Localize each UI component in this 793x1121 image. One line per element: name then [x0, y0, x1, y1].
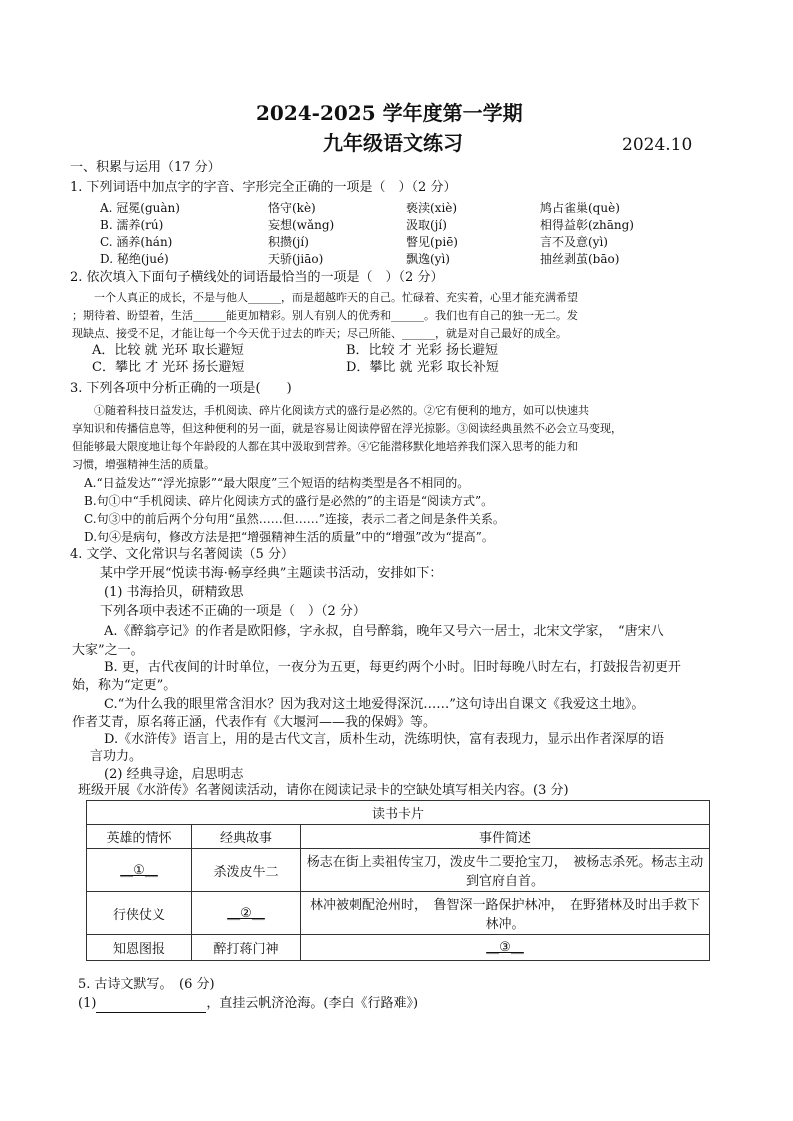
q3-stem: 3. 下列各项中分析正确的一项是( ) [70, 381, 292, 396]
q1-b-3: 汲取(jí) [406, 218, 447, 232]
q2-para-2: ；期待着、盼望着，生活______能更加精彩。别人有别人的优秀和______。我们也有自己的独一无二。发 [72, 309, 578, 322]
card-cell-summary: 林冲被刺配沧州时， 鲁智深一路保护林冲， 在野猪林及时出手救下林冲。 [301, 892, 710, 935]
q2-option-a: A．比较 就 光环 取长避短 [92, 343, 244, 358]
q1-c-2: 积攒(jí) [268, 235, 309, 249]
q4-option-c-2: 作者艾青，原名蒋正涵，代表作有《大堰河——我的保姆》等。 [72, 715, 437, 730]
q4-intro: 某中学开展“悦读书海·畅享经典”主题读书活动，安排如下： [100, 566, 443, 581]
q4-option-c-1: C.“为什么我的眼里常含泪水？因为我对这土地爱得深沉……”这句诗出自课文《我爱这土地》。 [104, 697, 645, 712]
q4-sub2: (2) 经典寻途，启思明志 [104, 767, 244, 782]
doc-title-line2: 九年级语文练习 [323, 131, 463, 155]
q1-d-2: 天骄(jiāo) [268, 252, 324, 266]
q1-d-1: D. 秘绝(jué) [100, 252, 169, 266]
section-heading: 一、积累与运用（17 分） [70, 160, 221, 175]
q1-c-1: C. 涵养(hán) [100, 235, 173, 249]
q5-line-1 [78, 996, 418, 1013]
q3-option-b: B.句①中“手机阅读、碎片化阅读方式的盛行是必然的”的主语是“阅读方式”。 [84, 494, 494, 508]
q3-para-2: 享知识和传播信息等，但这种便利的另一面，就是容易让阅读停留在浮光掠影。③阅读经典虽然不必会立马变现， [72, 422, 622, 435]
q1-a-3: 亵渎(xiè) [406, 201, 458, 215]
card-cell-story: 杀泼皮牛二 [192, 849, 301, 892]
q4-stem: 4. 文学、文化常识与名著阅读（5 分） [70, 547, 294, 562]
card-cell-blank-2[interactable]: __②__ [192, 892, 301, 935]
q1-b-4: 相得益彰(zhāng) [540, 218, 634, 232]
q3-para-4: 习惯，增强精神生活的质量。 [72, 458, 215, 471]
card-header-summary: 事件简述 [301, 825, 710, 849]
q5-answer-blank-1[interactable] [96, 996, 206, 1013]
q3-option-a: A.“日益发达”“浮光掠影”“最大限度”三个短语的结构类型是各不相同的。 [84, 476, 470, 490]
card-cell-story: 醉打蒋门神 [192, 935, 301, 961]
q3-option-d: D.句④是病句，修改方法是把“增强精神生活的质量”中的“增强”改为“提高”。 [84, 530, 494, 544]
q2-para-1: 一个人真正的成长，不是与他人______，而是超越昨天的自己。忙碌着、充实着，心里才能充满希望 [94, 291, 578, 304]
q1-a-4: 鸠占雀巢(què) [540, 201, 620, 215]
doc-title-line1: 2024-2025 学年度第一学期 [256, 101, 523, 125]
q5-line-1-suffix: ，直挂云帆济沧海。(李白《行路难》) [206, 996, 419, 1011]
q2-stem: 2. 依次填入下面句子横线处的词语最恰当的一项是（ ）（2 分） [70, 270, 444, 285]
q3-para-3: 但能够最大限度地让每个年龄段的人都在其中汲取到营养。④它能潜移默化地培养我们深入思考的能力和 [72, 440, 578, 453]
q1-a-1: A. 冠冕(guàn) [100, 201, 180, 215]
q1-c-3: 瞥见(piē) [406, 235, 458, 249]
q4-option-a-1: A.《醉翁亭记》的作者是欧阳修，字永叔，自号醉翁，晚年又号六一居士，北宋文学家， “唐宋八 [104, 624, 664, 639]
doc-date: 2024.10 [622, 135, 693, 155]
q2-option-c: C．攀比 才 光环 扬长避短 [92, 360, 245, 375]
reading-card-title: 读书卡片 [87, 801, 710, 825]
q1-b-1: B. 濡养(rú) [100, 218, 164, 232]
q1-c-4: 言不及意(yì) [540, 235, 608, 249]
card-cell-sentiment: 知恩图报 [87, 935, 192, 961]
q4-option-b-2: 始，称为“定更”。 [72, 678, 177, 693]
q1-d-3: 飘逸(yì) [406, 252, 450, 266]
card-cell-summary: 杨志在街上卖祖传宝刀，泼皮牛二要抢宝刀， 被杨志杀死。杨志主动到官府自首。 [301, 849, 710, 892]
q4-option-d-1: D.《水浒传》语言上，用的是古代文言，质朴生动，洗练明快，富有表现力，显示出作者深厚的语 [104, 732, 665, 747]
q1-a-2: 恪守(kè) [268, 201, 316, 215]
q5-stem: 5. 古诗文默写。 (6 分) [78, 977, 215, 992]
q4-sub1: (1) 书海拾贝，研精致思 [104, 585, 244, 600]
q2-para-3: 现缺点、接受不足，才能让每一个今天优于过去的昨天；尽己所能、______，就是对自己最好的成全。 [72, 327, 567, 340]
q4-sub2-text: 班级开展《水浒传》名著阅读活动，请你在阅读记录卡的空缺处填写相关内容。(3 分) [78, 783, 569, 798]
q3-option-c: C.句③中的前后两个分句用“虽然……但……”连接，表示二者之间是条件关系。 [84, 512, 505, 526]
card-header-sentiment: 英雄的情怀 [87, 825, 192, 849]
q2-option-b: B．比较 才 光彩 扬长避短 [346, 343, 498, 358]
reading-card-table [86, 800, 710, 961]
q1-d-4: 抽丝剥茧(bāo) [540, 252, 620, 266]
card-cell-blank-1[interactable]: __①__ [87, 849, 192, 892]
card-cell-blank-3[interactable]: __③__ [301, 935, 710, 961]
card-header-story: 经典故事 [192, 825, 301, 849]
q4-option-a-2: 大家”之一。 [72, 643, 144, 658]
q2-option-d: D．攀比 就 光彩 取长补短 [346, 360, 499, 375]
q1-stem: 1. 下列词语中加点字的字音、字形完全正确的一项是（ ）（2 分） [70, 180, 457, 195]
q3-para-1: ①随着科技日益发达，手机阅读、碎片化阅读方式的盛行是必然的。②它有便利的地方，如可以快速共 [94, 404, 589, 417]
card-cell-sentiment: 行侠仗义 [87, 892, 192, 935]
q4-option-b-1: B. 更，古代夜间的计时单位，一夜分为五更，每更约两个小时。旧时每晚八时左右，打鼓报告初更开 [104, 660, 681, 675]
q4-sub1-question: 下列各项中表述不正确的一项是（ ）（2 分） [100, 604, 366, 619]
q4-option-d-2: 言功力。 [90, 749, 143, 764]
q5-line-1-prefix: (1) [78, 996, 97, 1011]
q1-b-2: 妄想(wǎng) [268, 218, 335, 232]
